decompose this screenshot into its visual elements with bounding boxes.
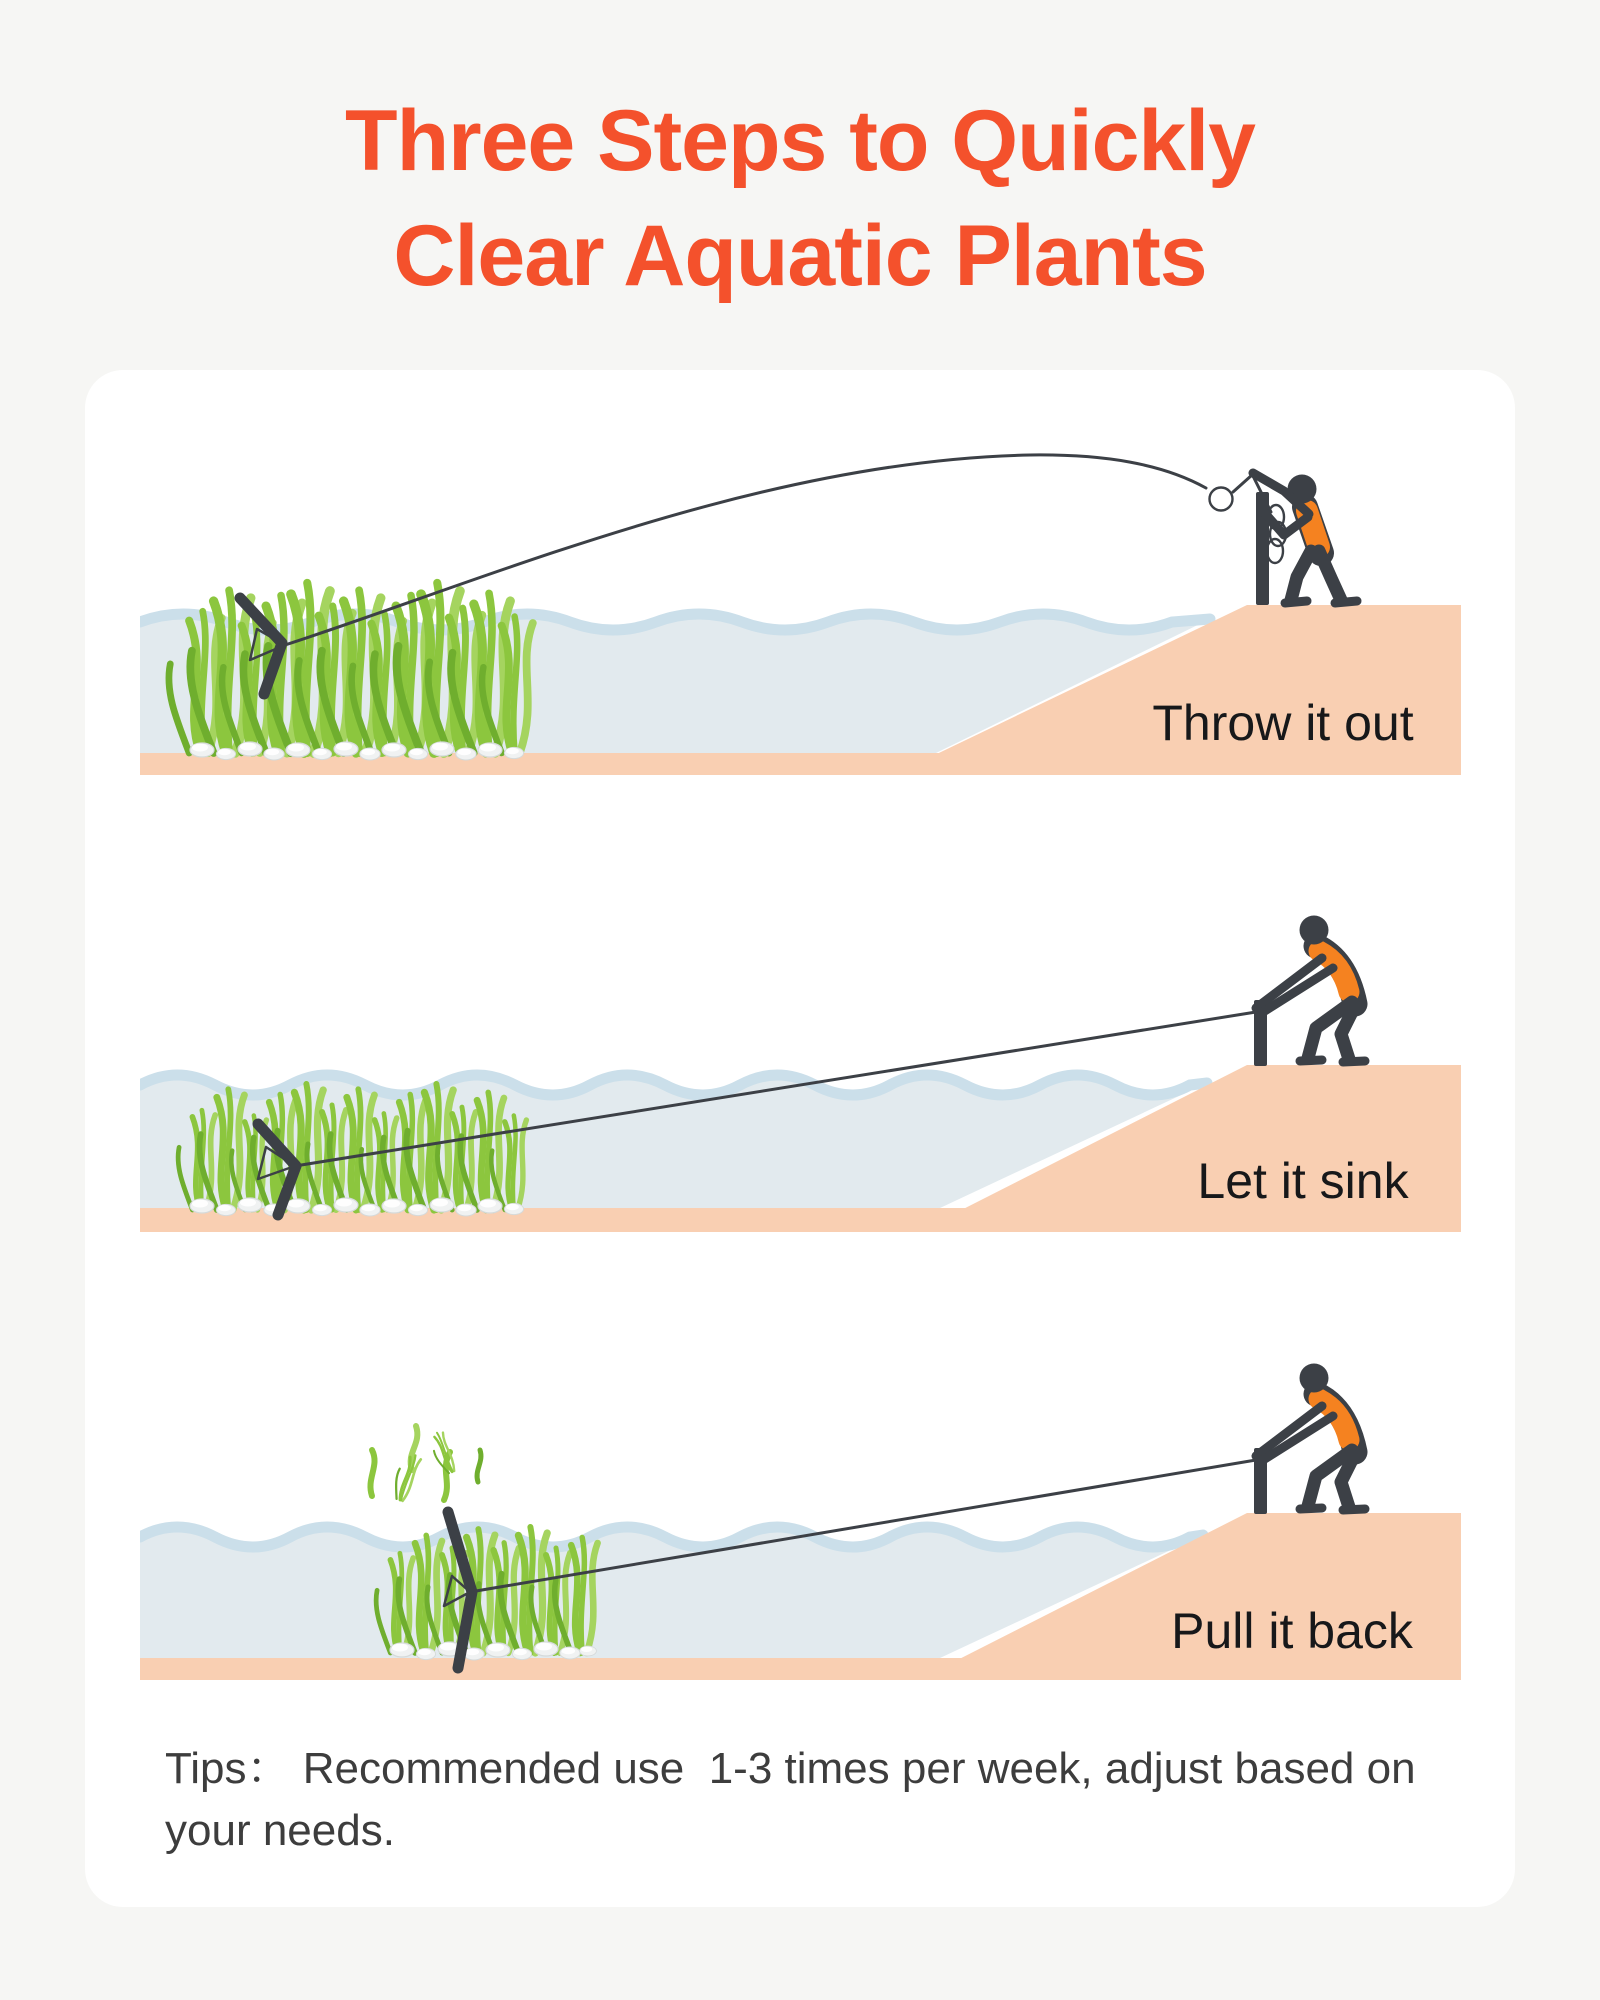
plant-cluster: [169, 583, 533, 753]
step-label-sink: Let it sink: [1197, 1153, 1409, 1209]
page-title: [0, 84, 1600, 314]
tips-label: Tips：: [165, 1744, 291, 1793]
tips-note: [165, 1738, 1445, 1862]
floating-cut-plants: [370, 1426, 481, 1502]
step-panel-throw: [140, 378, 1461, 775]
page-title-line1: Three Steps to Quickly: [345, 93, 1255, 189]
step-panel-pull: [140, 1348, 1461, 1680]
worker-figure: [1254, 1364, 1365, 1515]
step-panel-sink: [140, 900, 1461, 1232]
worker-figure: [1254, 916, 1365, 1067]
tips-body: Recommended use 1-3 times per week, adjust based on your needs.: [165, 1744, 1428, 1855]
throw-rope: [285, 455, 1271, 645]
step-label-throw: Throw it out: [1152, 695, 1414, 751]
worker-throwing-figure: [1253, 473, 1357, 605]
step-label-pull: Pull it back: [1171, 1603, 1413, 1659]
page-title-line2: Clear Aquatic Plants: [393, 208, 1207, 304]
